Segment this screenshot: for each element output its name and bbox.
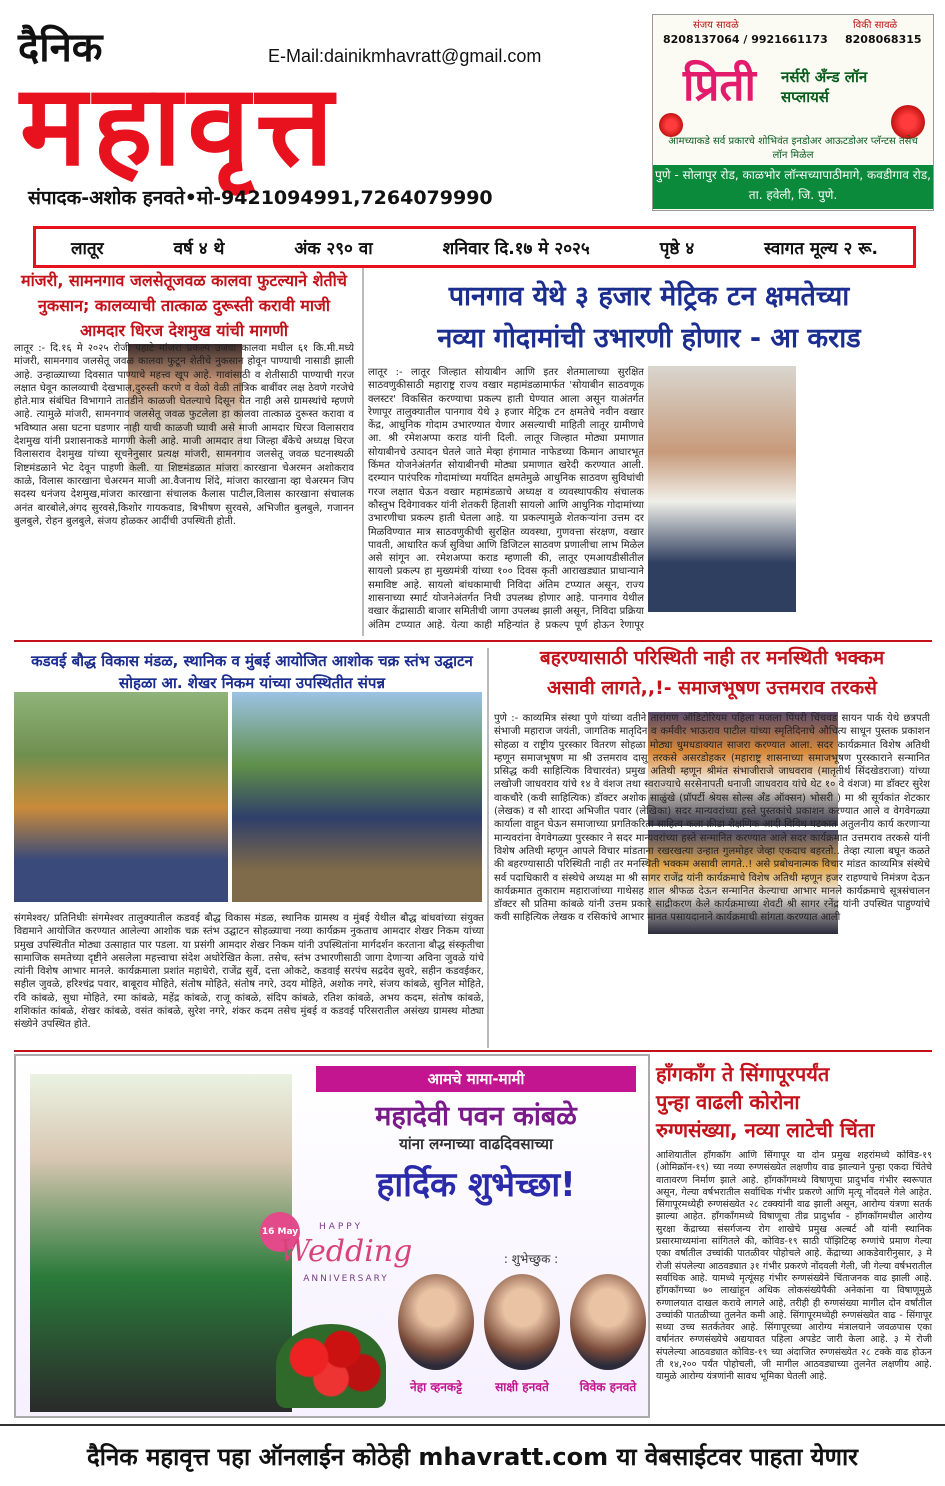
wisher-portrait-1: [398, 1274, 474, 1370]
story4-headline-1: बहरण्यासाठी परिस्थिती नाही तर मनस्थिती भक्कम: [539, 647, 885, 669]
wisher-name-1: नेहा व्हनकट्टे: [410, 1380, 462, 1394]
story5-headline-1: हाँगकाँग ते सिंगापूरपर्यंत: [656, 1062, 830, 1086]
info-date: शनिवार दि.१७ मे २०२५: [442, 238, 590, 259]
masthead-email[interactable]: E-Mail:dainikmhavratt@gmail.com: [268, 46, 542, 66]
story1-body: लातूर :- दि.१६ मे २०२५ रोजी पहाटे मांजरा प्रकल्प उजवा कालवा मधील ६१ कि.मी.मध्ये मांजरी, सामनगाव जलसेतू जवळ कालवा फुटून शेतीचे नुकसान होवून पाण्याची नासाडी झाली आहे. उन्हाळ्याच्या दिवसात पाण्याचे महत्त्व खूप आहे. गावांसाठी व शेतीसाठी पाण्याची गरज लक्षात घेवून कालव्याची देखभाल,दुरुस्ती करणे व वेळो वेळी तांत्रिक बाबींवर लक्ष ठेवणे गरजेचे होते.मात्र संबंधित विभागाने तातडीने काळजी घेतल्याचे दिसून येत नाही असे ग्रामस्थांचे म्हणणे आहे. त्यामुळे मांजरी, सामनगाव जलसेतू जवळ फुटलेला हा कालवा तात्काळ दुरूस्त करावा व भविष्यात असा घटना घडणार नाही याची काळजी घ्यावी असे माजी आमदार धिरज विलासराव देशमुख यांनी प्रशासनाकडे मागणी केली आहे. माजी आमदार तथा जिल्हा बँकेचे अध्यक्ष धिरज विलासराव देशमुख यांच्या सूचनेनुसार प्रत्यक्ष मांजरी, सामनगाव जलसेतू जवळ घटनास्थळी शिष्टमंडळाने भेट देवून पाहणी केली. या शिष्टमंडळात मांजरा कारखाना चेअरमन अशोकराव काळे, विलास कारखाना चेअरमन माजी आ.वैजनाथ शिंदे, मांजरा कारखाना व्हा चेअरमन जिप सदस्य धनंजय देशमुख,मांजरा कारखाना संचालक कैलास पाटील,विलास कारखाना संचालक अनंत बारबोले,अंगद सुरवसे,किशोर गायकवाड, बिभीषण सुरवसे, अभिजीत बुलबुले, गजानन बुलबुले, रोहन बुलबुले, संजय होळकर आदींची उपस्थिती होती.: [14, 343, 354, 527]
wisher-name-3: विवेक हनवते: [579, 1380, 637, 1394]
story1-headline: मांजरी, सामनगाव जलसेतूजवळ कालवा फुटल्याने शेतीचे नुकसान; कालव्याची तात्काळ दुरूस्ती करावी माजी आमदार धिरज देशमुख यांची मागणी: [21, 271, 347, 340]
story2-headline-1: पानगाव येथे ३ हजार मेट्रिक टन क्षमतेच्या: [448, 281, 850, 312]
wishes-greeting: हार्दिक शुभेच्छा!: [376, 1165, 576, 1205]
wedding-anniversary: ANNIVERSARY: [303, 1274, 389, 1284]
ad-tagline: आमच्याकडे सर्व प्रकारचे शोभिवंत इनडोअर आऊटडोअर प्लॅन्टस तसेच लॉन मिळेल: [668, 136, 918, 161]
wisher-name-2: साक्षी हनवते: [495, 1380, 549, 1394]
info-page: पृष्ठे ४: [659, 238, 695, 259]
info-issue: अंक २९० वा: [294, 238, 373, 259]
date-badge: 16 May: [260, 1212, 300, 1252]
ad-contact-right-name: विकी सावळे: [853, 20, 898, 31]
newspaper-title: महावृत्त: [20, 60, 340, 191]
info-city: लातूर: [71, 238, 104, 259]
wedding-happy: HAPPY: [318, 1222, 364, 1232]
footer-banner[interactable]: दैनिक महावृत्त पहा ऑनलाईन कोठेही mhavratt.com या वेबसाईटवर पाहता येणार: [0, 1424, 945, 1486]
ad-contact-left-phone: 8208137064 / 9921661173: [663, 33, 828, 46]
story2-body: लातूर :- लातूर जिल्हात सोयाबीन आणि इतर शेतमालाच्या सुरक्षित साठवणुकीसाठी महाराष्ट्र राज्य वखार महामंडळामार्फत 'सोयाबीन साठवणूक क्लस्टर' विकसित करण्याचा प्रकल्प हाती घेण्यात आला असून याअंतर्गत रेणापूर तालुक्यातील पानगाव येथे ३ हजार मेट्रिक टन क्षमतेचे नवीन वखार केंद्र, आधुनिक गोदाम उभारण्यात येणार असल्याची माहिती लातूर ग्रामीणचे आ. श्री रमेशअप्पा कराड यांनी दिली. लातूर जिल्हात मोठ्या प्रमाणात सोयाबीनचे उत्पादन घेतले जाते मेव्हा हंगामात नाफेडच्या किमान आधारभूत किंमत योजनेअंतर्गत सोयाबीनची मोठ्या प्रमाणात खरेदी करण्यात आली. दरम्यान पारंपरिक गोदामांच्या मर्यादित क्षमतेमुळे आधुनिक साठवण सुविधांची गरज लक्षात घेऊन वखार महामंडळाचे अध्यक्ष व व्यवस्थापकीय संचालक कौस्तुभ दिवेगावकर यांनी शेतकरी हिताशी सायलो आणि आधुनिक गोदामांच्या उभारणीचा प्रकल्प हाती घेतला आहे. या प्रकल्पामुळे शेतकऱ्यांना उत्तम दर मिळविण्यात मात्र साठवणुकीची सुरक्षित व्यवस्था, गुणवत्ता संरक्षण, वखार पावती, आधारित कर्ज सुविधा आणि डिजिटल साठवण प्रणालीचा लाभ मिळेल असे सांगून आ. रमेशअप्पा कराड म्हणाली की, लातूर एमआयडीसीतील सायलो प्रकल्प हा मुख्यमंत्री यांच्या १०० दिवस कृती आराखड्यात प्राधान्याने समाविष्ट आहे. सायलो बांधकामाची निविदा अंतिम टप्प्यात असून, राज्य शासनाच्या स्मार्ट योजनेअंतर्गत निधी उपलब्ध होणार आहे. पानगाव येथील वखार केंद्रासाठी बाजार समितीची जागा उपलब्ध झाली असून, निविदा प्रक्रिया अंतिम टप्प्यात आहे. येत्या काही महिन्यांत हे प्रकल्प पूर्ण होऊन रेणापूर: [368, 367, 644, 631]
ad-address: पुणे - सोलापुर रोड, काळभोर लॉन्सच्यापाठीमागे, कवडीगाव रोड, ता. हवेली, जि. पुणे.: [653, 165, 933, 209]
story4-headline-2: असावी लागते,,!- समाजभूषण उत्तमराव तरकसे: [546, 677, 878, 699]
wishes-top-line: आमचे मामा-मामी: [316, 1066, 636, 1092]
wisher-portrait-2: [484, 1274, 560, 1370]
wisher-portrait-3: [570, 1274, 646, 1370]
story3-photo-right: [232, 692, 482, 902]
wishes-sub: यांना लग्नाच्या वाढदिवसाच्या: [399, 1135, 553, 1153]
rose-bouquet-icon: [276, 1324, 386, 1408]
story2-headline-2: नव्या गोदामांची उभारणी होणार - आ कराड: [437, 323, 861, 354]
story2-photo: [648, 366, 796, 612]
story5-headline-3: रुग्णसंख्या, नव्या लाटेची चिंता: [656, 1118, 875, 1142]
editor-line: संपादक-अशोक हनवते•मो-9421094991,7264079990: [28, 187, 493, 209]
story5-headline-2: पुन्हा वाढली कोरोना: [656, 1090, 800, 1114]
info-price: स्वागत मूल्य २ रू.: [764, 238, 878, 259]
story3-photo-left: [14, 692, 228, 902]
story5-body: आशियातील हाँगकाँग आणि सिंगापूर या दोन प्रमुख शहरांमध्ये कोविड-१९ (ओमिक्रॉन-१९) च्या नव्या रुग्णसंख्येत लक्षणीय वाढ झाल्याने पुन्हा एकदा चिंतेचे वातावरण निर्माण झाले आहे. हाँगकाँगमध्ये विषाणूचा प्रादुर्भाव गंभीर स्वरूपात असून, गेल्या वर्षभरातील सर्वाधिक गंभीर प्रकरणे आणि मृत्यू नोंदवले गेले आहेत. सिंगापूरमध्येही रुग्णसंख्येत २८ टक्क्यांनी वाढ झाली असून, आरोग्य यंत्रणा सतर्क झाल्या आहेत. हाँगकाँगमध्ये विषाणूचा तीव्र प्रादुर्भाव - हाँगकाँगमधील आरोग्य सुरक्षा केंद्राच्या संसर्गजन्य रोग शाखेचे प्रमुख अल्बर्ट औ यांनी स्थानिक प्रसारमाध्यमांना सांगितले की, कोविड-१९ साठी पॉझिटिव्ह रुग्णांचे प्रमाण गेल्या एका वर्षातील उच्चांकी पातळीवर पोहोचले आहे. केंद्राच्या आकडेवारीनुसार, ३ मे रोजी संपलेल्या आठवड्यात ३१ गंभीर प्रकरणे नोंदवली गेली, जी गेल्या वर्षभरातील सर्वाधिक आहे. यामध्ये मृत्यूंसह गंभीर रुग्णसंख्येने चिंताजनक वाढ झाली आहे. हाँगकाँगच्या ७० लाखांहून अधिक लोकसंख्येपैकी अनेकांना या विषाणूमुळे रुग्णालयात दाखल करावे लागले आहे, तरीही ही रुग्णसंख्या मागील दोन वर्षांतील उच्चांकी पातळीच्या तुलनेत कमी आहे. सिंगापूरमध्येही रुग्णसंख्येत वाढ - सिंगापूर सध्या उच्च सतर्कतेवर आहे. सिंगापूरच्या आरोग्य मंत्रालयाने जवळपास एका वर्षानंतर रुग्णसंख्येचे अद्ययावत पहिला अपडेट जारी केला आहे. ३ मे रोजी संपलेल्या आठवड्यात कोविड-१९ च्या अंदाजित रुग्णसंख्येत २८ टक्के वाढ होऊन ती १४,२०० पर्यंत पोहोचली, जी मागील आठवड्याच्या तुलनेत लक्षणीय आहे. यामुळे आरोग्य यंत्रणांनी सावध भूमिका घेतली आहे.: [656, 1150, 932, 1383]
story3-body: संगमेश्वर/ प्रतिनिधीः संगमेश्वर तालुक्यातील कडवई बौद्ध विकास मंडळ, स्थानिक ग्रामस्थ व मुंबई येथील बौद्ध बांधवांच्या संयुक्त विद्यमाने आयोजित करण्यात आलेल्या आशोक चक्र स्तंभ उद्घाटन सोहळ्याचा नव्या कार्यक्रम नुकताच आमदार शेखर निकम यांच्या प्रमुख उपस्थितीत मोठ्या उत्साहात पार पडला. या प्रसंगी आमदार शेखर निकम यांनी उपस्थितांना मार्गदर्शन करताना बौद्ध संस्कृतीचा सामाजिक समतेच्या दृष्टीने असलेला महत्त्वाचा संदेश अधोरेखित केला. तसेच, स्तंभ उभारणीसाठी जागा देणाऱ्या अविना जुवळे यांचे त्यांनी विशेष आभार मानले. कार्यक्रमाला प्रशांत महाधेरो, राजेंद्र सुर्वे, दत्ता ओकटे, कडवाई सरपंच सद्रदेव सुवरे, सहीन कडवईकर, सहील जुवळे, हरिश्चंद्र पवार, बाबूराव मोहिते, संतोष मोहिते, संतोष नगरे, उदय मोहिते, अशोक नगरे, संजय कांबळे, सुनिल मोहिते, रवि कांबळे, सुधा मोहिते, रमा कांबळे, महेंद्र कांबळे, राजू कांबळे, संदिप कांबळे, रतिश कांबळे, अभय कदम, संतोष कांबळे, शशिकांत कांबळे, शेखर कांबळे, वसंत कांबळे, सुरेश नगरे, शंकर कदम तसेच मुंबई व कडवई परिसरातील असंख्य ग्रामस्थ मोठ्या संख्येने उपस्थित होते.: [14, 913, 484, 1031]
ad-brand: प्रिती: [683, 60, 756, 111]
ad-brand-sub: नर्सरी अँन्ड लॉन सप्लायर्स: [781, 68, 868, 106]
column-divider: [362, 268, 364, 636]
anniversary-wishes-ad: [14, 1054, 650, 1418]
section-rule: [14, 640, 932, 642]
wishers-label: : शुभेच्छुक :: [503, 1252, 559, 1266]
section-rule: [14, 1050, 932, 1052]
story3-headline: कडवई बौद्ध विकास मंडळ, स्थानिक व मुंबई आयोजित आशोक चक्र स्तंभ उद्घाटन सोहळा आ. शेखर निकम यांच्या उपस्थितीत संपन्न: [31, 652, 473, 692]
ad-contact-left-name: संजय सावळे: [693, 20, 739, 31]
issue-info-bar: [33, 226, 916, 268]
couple-photo: [30, 1074, 292, 1412]
ad-contact-right-phone: 8208068315: [845, 33, 922, 46]
column-divider: [487, 648, 489, 1048]
nursery-advertisement: [652, 14, 934, 211]
wedding-script: Wedding: [279, 1234, 413, 1269]
story4-body: पुणे :- काव्यमित्र संस्था पुणे यांच्या वतीने तारांगण ऑडिटोरियम पहिला मजला पिंपरी चिंचवड सायन पार्क येथे छत्रपती संभाजी महाराज जयंती, जागतिक मातृदिन व कर्मवीर भाऊराव पाटील यांच्या स्मृतिदिनाचे औचित्य साधून पुस्तक प्रकाशन सोहळा व राष्ट्रीय पुरस्कार वितरण सोहळा मोठ्या धुमधडाक्यात साजरा करण्यात आला. सदर कार्यक्रमात विशेष अतिथी म्हणून समाजभूषण मा श्री उत्तमराव दासु तरकसे असरडोहकर (महाराष्ट्र शासनाच्या समाजभूषण पुरस्काराने सन्मानित प्रसिद्ध कवी साहित्यिक विचारवंत) प्रमुख अतिथी म्हणून श्रीमंत संभाजीराजे जाधवराव (मातृतीर्थ सिंदखेडराजा) यांच्या लखोजी जाधवराव यांचे १४ वे वंशज तथा स्वराज्याचे सरसेनापती धनाजी जाधवराव यांचे थेट १० वे वंशज) मा डॉक्टर सुरेश वाकचौरे (कवी साहित्यिक) डॉक्टर अशोक साळुंखे (प्रॉपर्टी श्रेयस सोल्स ॲंड ऑक्सन) भोसरी ) मा श्री सूर्यकांत शेटकार (लेखक) व सौ शारदा अभिजीत पवार (लेखिका) सदर मान्यवरांच्या हस्ते पुस्तकांचे प्रकाशन करण्यात आले व वेगवेगळ्या कार्याला वाहून घेऊन समाजाच्या प्रगतिकरिता साहित्य कला क्रीडा शैक्षणिक आदी विविध घटकात अतुलनीय कार्य करणाऱ्या मान्यवरांना वेगवेगळ्या पुरस्कार ने सदर मान्यवरांच्या हस्ते सन्मानित करण्यात आले सदर कार्यक्रमात उत्तमराव तरकसे यांनी विशेष अतिथी म्हणून आपले विचार मांडताना रखरखत्या उन्हात गुलमोहर जेव्हा एकदाच बहरतो.. तेव्हा त्याला बघून कळते की बहरण्यासाठी परिस्थिती नाही तर मनस्थिती भक्कम असावी लागते..! असे प्रबोधनात्मक विचार मांडत काव्यमित्र संस्थेचे सर्व पदाधिकारी व संस्थेचे अध्यक्ष मा श्री सागर राजेंद्र यांनी कार्यक्रमाचे विशेष अतिथी म्हणून हजर राहण्याचे निमंत्रण देऊन कार्यक्रमात तुकाराम महाराजांच्या गाथेसह शाल श्रीफळ देऊन सन्मानित केल्याचा आभार मानले कार्यक्रमाचे सूत्रसंचालन डॉक्टर सौ प्रतिमा कांबळे यांनी उत्तम प्रकारे साद्रीकरण केले कार्यक्रमाच्या शेवटी श्री सागर रनेंद्र यांनी उपस्थित पाहुण्यांचे कवी साहित्यिक लेखक व रसिकांचे आभार मानत पसायदानाने कार्यक्रमाची सांगता करण्यात आली: [494, 713, 930, 924]
info-year: वर्ष ४ थे: [173, 238, 225, 259]
wishes-names: महादेवी पवन कांबळे: [375, 1101, 577, 1132]
masthead: [0, 0, 945, 222]
masthead-dainik: दैनिक: [18, 24, 103, 71]
